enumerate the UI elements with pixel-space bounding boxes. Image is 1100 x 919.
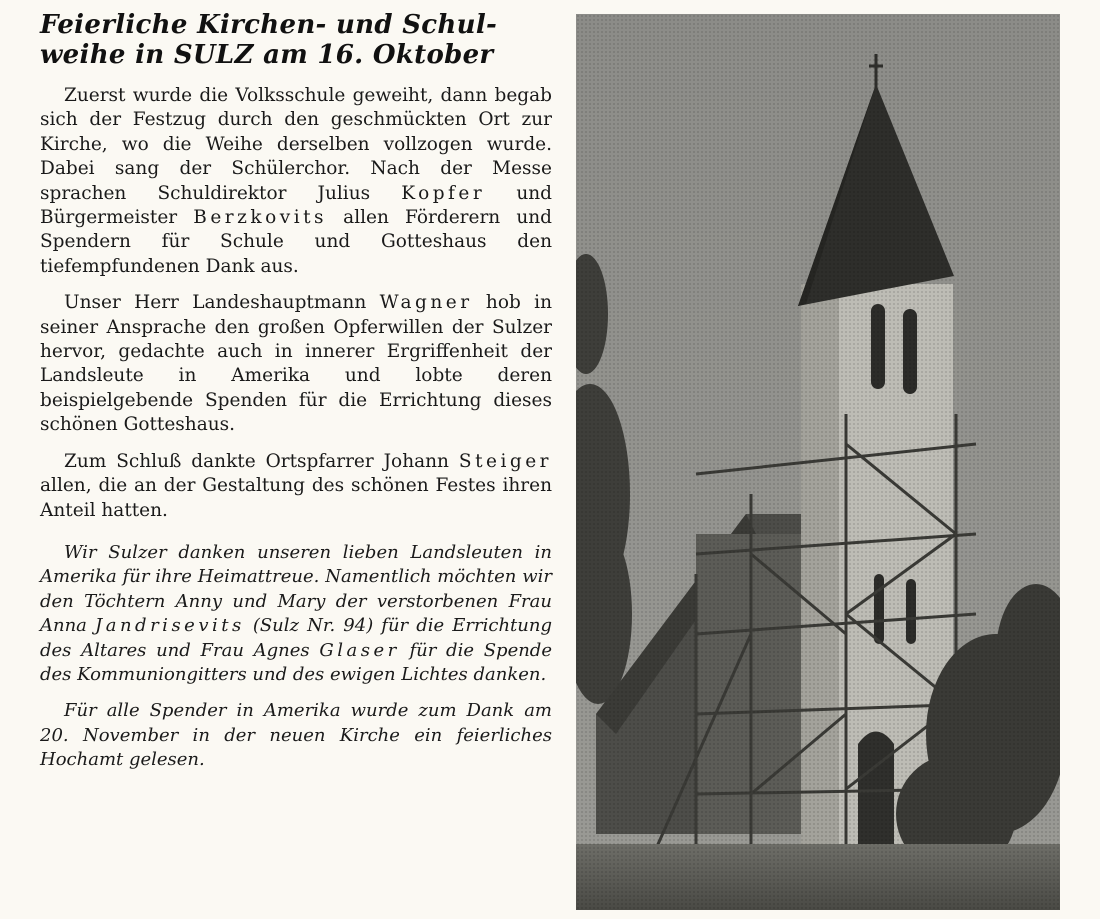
paragraph-closing-thanks	[40, 450, 552, 523]
name-kopfer: Kopfer	[401, 182, 486, 204]
paragraph-high-mass	[40, 699, 552, 772]
paragraph-text: allen, die an der Gestaltung des schönen Festes ihren Anteil hatten.	[40, 475, 552, 521]
name-steiger: Steiger	[458, 450, 552, 472]
headline-line-1: Feierliche Kirchen- und Schul-	[40, 10, 498, 40]
paragraph-text: Für alle Spender in Amerika wurde zum Dank am 20. November in der neuen Kirche ein feierliches Hochamt gelesen.	[40, 700, 552, 771]
paragraph-text: Zuerst wurde die Volksschule geweiht, dann begab sich der Festzug durch den geschmückten Ort zur Kirche, wo die Weihe derselben vollzogen wurde. Dabei sang der Schülerchor. Nach der Messe sprachen Schuldirektor Julius	[40, 85, 552, 204]
church-photo	[576, 14, 1060, 910]
headline-line-2: weihe in SULZ am 16. Oktober	[40, 40, 494, 70]
name-glaser: Glaser	[319, 639, 400, 661]
paragraph-text: allen Förderern und Spendern für Schule und Gotteshaus den tiefempfundenen Dank aus.	[40, 207, 553, 277]
paragraph-governor-speech	[40, 291, 552, 437]
paragraph-text: Wir Sulzer danken unseren lieben Landsleuten in Amerika für ihre Heimattreue. Namentlich möchten wir den Töchtern Anny und Mary der verstorbenen Frau Anna	[40, 541, 552, 637]
name-jandrisevits: Jandrisevits	[95, 615, 245, 637]
paragraph-text: Unser Herr Landeshauptmann	[64, 292, 380, 314]
paragraph-text: und Bürgermeister	[40, 182, 552, 229]
paragraph-text: hob in seiner Ansprache den großen Opferwillen der Sulzer hervor, gedachte auch in innerer Ergriffenheit der Landsleute in Amerika und lobte deren beispielgebende Spenden für die Errichtung dieses schönen Gotteshaus.	[40, 292, 552, 436]
name-berzkovits: Berzkovits	[193, 207, 328, 229]
paragraph-text: Zum Schluß dankte Ortspfarrer Johann	[64, 450, 459, 472]
paragraph-text: für die Spende des Kommuniongitters und des ewigen Lichtes danken.	[40, 639, 552, 685]
name-wagner: Wagner	[379, 292, 473, 314]
church-illustration	[576, 14, 1060, 910]
paragraph-text: (Sulz Nr. 94) für die Errichtung des Altares und Frau Agnes	[40, 615, 552, 661]
paragraph-consecration	[40, 84, 552, 279]
article-column	[40, 10, 552, 785]
paragraph-donor-thanks	[40, 541, 552, 687]
headline	[40, 10, 552, 70]
